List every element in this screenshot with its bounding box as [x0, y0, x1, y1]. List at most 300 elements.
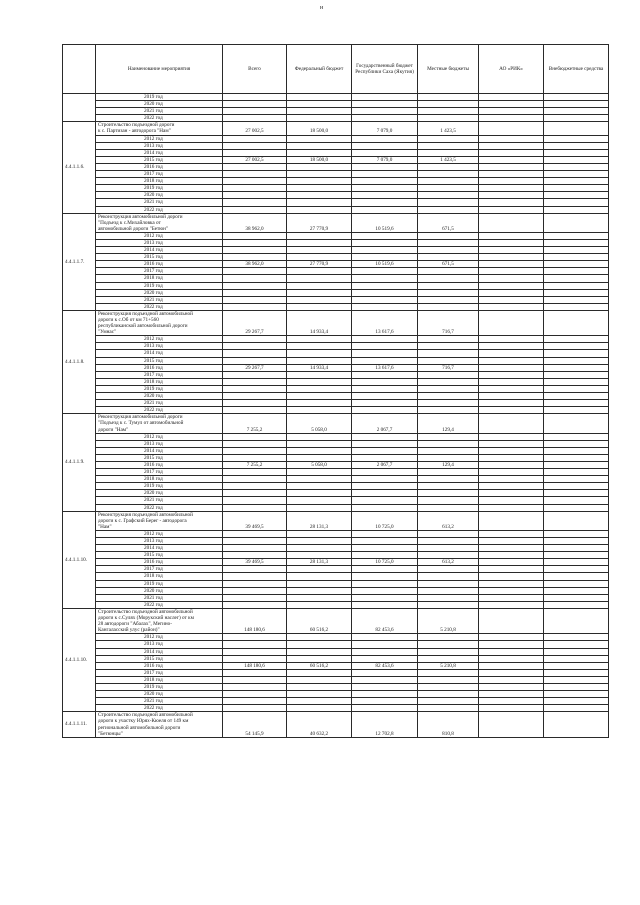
cell-total	[223, 185, 287, 192]
cell-total: 54 145,9	[223, 712, 287, 737]
cell-rik	[479, 648, 544, 655]
cell-year: 2020 год	[96, 490, 223, 497]
cell-year: 2016 год	[96, 163, 223, 170]
cell-republic	[352, 289, 418, 296]
cell-extrabudgetary	[544, 634, 609, 641]
cell-extrabudgetary	[544, 447, 609, 454]
cell-rik	[479, 414, 544, 433]
cell-extrabudgetary	[544, 357, 609, 364]
cell-republic	[352, 447, 418, 454]
cell-republic	[352, 101, 418, 108]
cell-total	[223, 239, 287, 246]
cell-federal	[287, 296, 352, 303]
measure-title-line: Реконструкция автомобильной дороги	[98, 213, 183, 220]
cell-extrabudgetary	[544, 461, 609, 468]
cell-republic	[352, 407, 418, 414]
cell-total	[223, 94, 287, 101]
cell-republic	[352, 530, 418, 537]
cell-rik	[479, 371, 544, 378]
cell-local: 1 423,5	[418, 156, 479, 163]
cell-year: 2013 год	[96, 440, 223, 447]
cell-year: 2013 год	[96, 239, 223, 246]
cell-republic	[352, 378, 418, 385]
header-extrabudgetary: Внебюджетные средства	[544, 45, 609, 94]
cell-extrabudgetary	[544, 414, 609, 433]
cell-year: 2020 год	[96, 101, 223, 108]
cell-rik	[479, 178, 544, 185]
table-row	[63, 135, 609, 142]
cell-rik	[479, 476, 544, 483]
table-row	[63, 289, 609, 296]
cell-total: 39 469,5	[223, 559, 287, 566]
cell-local	[418, 530, 479, 537]
cell-measure-title	[96, 608, 223, 633]
cell-local	[418, 149, 479, 156]
cell-republic	[352, 199, 418, 206]
cell-extrabudgetary	[544, 393, 609, 400]
cell-local	[418, 433, 479, 440]
cell-federal	[287, 268, 352, 275]
cell-extrabudgetary	[544, 275, 609, 282]
cell-rik	[479, 254, 544, 261]
cell-republic	[352, 247, 418, 254]
table-row	[63, 407, 609, 414]
table-row	[63, 440, 609, 447]
table-row	[63, 185, 609, 192]
cell-year: 2014 год	[96, 447, 223, 454]
cell-republic	[352, 232, 418, 239]
table-row	[63, 149, 609, 156]
cell-code: 4.4.1.1.7.	[63, 213, 96, 310]
table-row	[63, 247, 609, 254]
table-row	[63, 669, 609, 676]
measure-title-line: "Подъезд к с. Тумул от автомобильной	[98, 420, 184, 427]
table-row	[63, 303, 609, 310]
cell-rik	[479, 239, 544, 246]
table-row	[63, 178, 609, 185]
measure-title-line: к с. Партизан - автодорога "Нам"	[98, 128, 171, 135]
cell-year: 2012 год	[96, 232, 223, 239]
cell-local	[418, 669, 479, 676]
cell-local	[418, 698, 479, 705]
cell-extrabudgetary	[544, 676, 609, 683]
cell-year: 2018 год	[96, 275, 223, 282]
cell-local	[418, 343, 479, 350]
measure-title-line: республиканской автомобильной дороги	[98, 323, 188, 330]
cell-local	[418, 400, 479, 407]
cell-rik	[479, 530, 544, 537]
cell-republic	[352, 440, 418, 447]
cell-republic	[352, 538, 418, 545]
table-row	[63, 497, 609, 504]
table-row	[63, 393, 609, 400]
cell-code: 4.4.1.1.10.	[63, 608, 96, 711]
cell-extrabudgetary	[544, 303, 609, 310]
table-row	[63, 310, 609, 335]
cell-republic	[352, 580, 418, 587]
cell-local: 5 210,8	[418, 608, 479, 633]
measure-title-line: Строительство подъездной автомобильной	[98, 712, 193, 719]
cell-year: 2016 год	[96, 662, 223, 669]
cell-federal: 28 131,3	[287, 511, 352, 530]
cell-federal	[287, 101, 352, 108]
cell-federal	[287, 357, 352, 364]
cell-extrabudgetary	[544, 185, 609, 192]
cell-extrabudgetary	[544, 213, 609, 232]
cell-total	[223, 454, 287, 461]
cell-total	[223, 594, 287, 601]
cell-extrabudgetary	[544, 655, 609, 662]
cell-federal	[287, 371, 352, 378]
cell-code: 4.4.1.1.11.	[63, 712, 96, 737]
cell-republic	[352, 336, 418, 343]
cell-federal	[287, 433, 352, 440]
cell-year: 2021 год	[96, 698, 223, 705]
cell-local: 671,5	[418, 261, 479, 268]
cell-federal	[287, 254, 352, 261]
cell-year: 2013 год	[96, 343, 223, 350]
cell-year: 2017 год	[96, 469, 223, 476]
cell-extrabudgetary	[544, 483, 609, 490]
cell-extrabudgetary	[544, 587, 609, 594]
cell-federal	[287, 648, 352, 655]
cell-local: 5 210,8	[418, 662, 479, 669]
cell-total: 27 002,5	[223, 156, 287, 163]
cell-extrabudgetary	[544, 407, 609, 414]
cell-extrabudgetary	[544, 476, 609, 483]
table-row	[63, 705, 609, 712]
cell-total	[223, 433, 287, 440]
cell-federal	[287, 275, 352, 282]
cell-republic: 13 617,6	[352, 310, 418, 335]
table-row	[63, 239, 609, 246]
cell-total	[223, 275, 287, 282]
table-row	[63, 101, 609, 108]
cell-year: 2019 год	[96, 683, 223, 690]
cell-extrabudgetary	[544, 199, 609, 206]
cell-year: 2014 год	[96, 350, 223, 357]
cell-federal: 5 058,0	[287, 414, 352, 433]
cell-republic	[352, 268, 418, 275]
table-row	[63, 199, 609, 206]
cell-year: 2018 год	[96, 676, 223, 683]
cell-total	[223, 440, 287, 447]
cell-federal	[287, 206, 352, 213]
cell-local	[418, 135, 479, 142]
cell-total	[223, 648, 287, 655]
cell-local	[418, 232, 479, 239]
cell-local	[418, 357, 479, 364]
cell-extrabudgetary	[544, 641, 609, 648]
cell-federal	[287, 691, 352, 698]
cell-local	[418, 171, 479, 178]
cell-total	[223, 552, 287, 559]
cell-total	[223, 393, 287, 400]
table-row	[63, 504, 609, 511]
cell-year: 2013 год	[96, 538, 223, 545]
table-row	[63, 115, 609, 122]
cell-republic	[352, 594, 418, 601]
cell-federal: 14 933,4	[287, 310, 352, 335]
cell-federal	[287, 705, 352, 712]
cell-local	[418, 476, 479, 483]
cell-total	[223, 357, 287, 364]
cell-rik	[479, 655, 544, 662]
cell-rik	[479, 261, 544, 268]
cell-republic	[352, 163, 418, 170]
table-row	[63, 171, 609, 178]
measure-title-line: Реконструкция подъездной автомобильной	[98, 310, 193, 317]
cell-local: 671,5	[418, 213, 479, 232]
cell-year: 2021 год	[96, 400, 223, 407]
cell-year: 2019 год	[96, 580, 223, 587]
cell-extrabudgetary	[544, 497, 609, 504]
cell-federal	[287, 454, 352, 461]
cell-federal	[287, 178, 352, 185]
cell-federal	[287, 469, 352, 476]
cell-rik	[479, 149, 544, 156]
cell-rik	[479, 400, 544, 407]
cell-total	[223, 530, 287, 537]
table-row	[63, 461, 609, 468]
cell-extrabudgetary	[544, 282, 609, 289]
table-row	[63, 634, 609, 641]
cell-year: 2013 год	[96, 641, 223, 648]
cell-extrabudgetary	[544, 122, 609, 135]
header-total: Всего	[223, 45, 287, 94]
cell-total	[223, 385, 287, 392]
cell-federal: 40 632,2	[287, 712, 352, 737]
cell-total	[223, 289, 287, 296]
cell-federal: 27 770,9	[287, 261, 352, 268]
cell-local	[418, 350, 479, 357]
cell-federal	[287, 497, 352, 504]
cell-republic	[352, 296, 418, 303]
cell-republic	[352, 254, 418, 261]
measure-title-line: Строительство подъездной дороги	[98, 122, 175, 129]
cell-federal	[287, 552, 352, 559]
measure-title-line: дороги к с.Об от км 71+560	[98, 317, 159, 323]
cell-year: 2015 год	[96, 552, 223, 559]
cell-total	[223, 192, 287, 199]
measure-title-line: региональной автомобильной дороги	[98, 724, 181, 731]
cell-federal	[287, 343, 352, 350]
table-row	[63, 192, 609, 199]
cell-republic	[352, 206, 418, 213]
cell-extrabudgetary	[544, 580, 609, 587]
cell-rik	[479, 447, 544, 454]
cell-total	[223, 206, 287, 213]
cell-total	[223, 580, 287, 587]
cell-extrabudgetary	[544, 400, 609, 407]
cell-republic	[352, 239, 418, 246]
cell-year: 2020 год	[96, 393, 223, 400]
cell-republic	[352, 566, 418, 573]
cell-extrabudgetary	[544, 545, 609, 552]
cell-federal	[287, 142, 352, 149]
cell-year: 2020 год	[96, 289, 223, 296]
cell-federal	[287, 641, 352, 648]
table-row	[63, 371, 609, 378]
cell-total	[223, 683, 287, 690]
cell-extrabudgetary	[544, 691, 609, 698]
header-republic-budget: Государственный бюджет Республики Саха (Якутия)	[352, 45, 418, 94]
cell-local	[418, 705, 479, 712]
cell-rik	[479, 712, 544, 737]
table-row	[63, 594, 609, 601]
cell-federal: 27 770,9	[287, 213, 352, 232]
table-row	[63, 573, 609, 580]
cell-measure-title	[96, 712, 223, 737]
cell-total	[223, 135, 287, 142]
cell-republic: 2 067,7	[352, 461, 418, 468]
cell-total	[223, 483, 287, 490]
cell-local	[418, 199, 479, 206]
cell-rik	[479, 135, 544, 142]
cell-local: 129,4	[418, 414, 479, 433]
cell-extrabudgetary	[544, 108, 609, 115]
cell-total	[223, 115, 287, 122]
cell-extrabudgetary	[544, 135, 609, 142]
cell-federal	[287, 504, 352, 511]
cell-local	[418, 239, 479, 246]
cell-local	[418, 587, 479, 594]
cell-federal	[287, 587, 352, 594]
cell-total: 38 962,0	[223, 213, 287, 232]
cell-republic	[352, 135, 418, 142]
table-row	[63, 698, 609, 705]
cell-total	[223, 587, 287, 594]
cell-federal	[287, 545, 352, 552]
cell-year: 2015 год	[96, 254, 223, 261]
cell-local	[418, 101, 479, 108]
cell-rik	[479, 461, 544, 468]
cell-extrabudgetary	[544, 530, 609, 537]
cell-republic	[352, 698, 418, 705]
cell-federal	[287, 303, 352, 310]
table-row	[63, 232, 609, 239]
cell-rik	[479, 469, 544, 476]
cell-year: 2017 год	[96, 566, 223, 573]
cell-republic	[352, 490, 418, 497]
cell-republic: 10 519,6	[352, 261, 418, 268]
cell-total	[223, 634, 287, 641]
cell-year: 2012 год	[96, 336, 223, 343]
cell-year: 2022 год	[96, 504, 223, 511]
cell-local	[418, 469, 479, 476]
table-row	[63, 400, 609, 407]
table-row	[63, 566, 609, 573]
cell-rik	[479, 683, 544, 690]
table-row	[63, 108, 609, 115]
table-row	[63, 559, 609, 566]
cell-total	[223, 142, 287, 149]
cell-federal	[287, 247, 352, 254]
cell-republic: 13 617,6	[352, 364, 418, 371]
table-row	[63, 447, 609, 454]
cell-total	[223, 490, 287, 497]
cell-federal: 28 131,3	[287, 559, 352, 566]
cell-federal	[287, 393, 352, 400]
table-row	[63, 254, 609, 261]
table-row	[63, 433, 609, 440]
cell-republic	[352, 171, 418, 178]
cell-extrabudgetary	[544, 705, 609, 712]
cell-republic	[352, 641, 418, 648]
table-row	[63, 476, 609, 483]
cell-rik	[479, 580, 544, 587]
cell-republic	[352, 469, 418, 476]
page-mark: н	[320, 5, 324, 11]
cell-rik	[479, 185, 544, 192]
cell-total	[223, 407, 287, 414]
cell-total	[223, 254, 287, 261]
measure-title-line: Строительство подъездной автомобильной	[98, 608, 193, 615]
cell-extrabudgetary	[544, 698, 609, 705]
cell-local: 1 423,5	[418, 122, 479, 135]
cell-federal	[287, 336, 352, 343]
cell-total	[223, 296, 287, 303]
table-row	[63, 206, 609, 213]
cell-extrabudgetary	[544, 178, 609, 185]
cell-local	[418, 580, 479, 587]
cell-republic	[352, 691, 418, 698]
cell-federal	[287, 447, 352, 454]
cell-federal	[287, 149, 352, 156]
cell-year: 2016 год	[96, 559, 223, 566]
cell-rik	[479, 192, 544, 199]
cell-republic	[352, 552, 418, 559]
cell-rik	[479, 538, 544, 545]
cell-rik	[479, 115, 544, 122]
cell-total	[223, 163, 287, 170]
header-measure-name: Наименование мероприятия	[96, 45, 223, 94]
cell-total	[223, 476, 287, 483]
cell-local	[418, 289, 479, 296]
cell-federal	[287, 192, 352, 199]
cell-year: 2019 год	[96, 385, 223, 392]
cell-year: 2017 год	[96, 669, 223, 676]
cell-total	[223, 343, 287, 350]
cell-total	[223, 655, 287, 662]
cell-rik	[479, 275, 544, 282]
cell-total	[223, 371, 287, 378]
cell-republic	[352, 149, 418, 156]
measure-title-line: дороги к участку Юрях-Кюеля от 149 км	[98, 718, 189, 725]
cell-rik	[479, 247, 544, 254]
cell-year: 2019 год	[96, 94, 223, 101]
cell-extrabudgetary	[544, 296, 609, 303]
header-federal-budget: Федеральный бюджет	[287, 45, 352, 94]
cell-total	[223, 641, 287, 648]
cell-total: 148 180,6	[223, 608, 287, 633]
cell-federal	[287, 163, 352, 170]
table-row	[63, 378, 609, 385]
table-row	[63, 385, 609, 392]
table-row	[63, 268, 609, 275]
cell-year: 2014 год	[96, 149, 223, 156]
table-row	[63, 296, 609, 303]
cell-local	[418, 178, 479, 185]
cell-federal	[287, 282, 352, 289]
cell-republic	[352, 497, 418, 504]
cell-republic	[352, 483, 418, 490]
cell-extrabudgetary	[544, 538, 609, 545]
cell-local	[418, 454, 479, 461]
table-row	[63, 683, 609, 690]
cell-federal: 18 500,0	[287, 156, 352, 163]
cell-extrabudgetary	[544, 163, 609, 170]
